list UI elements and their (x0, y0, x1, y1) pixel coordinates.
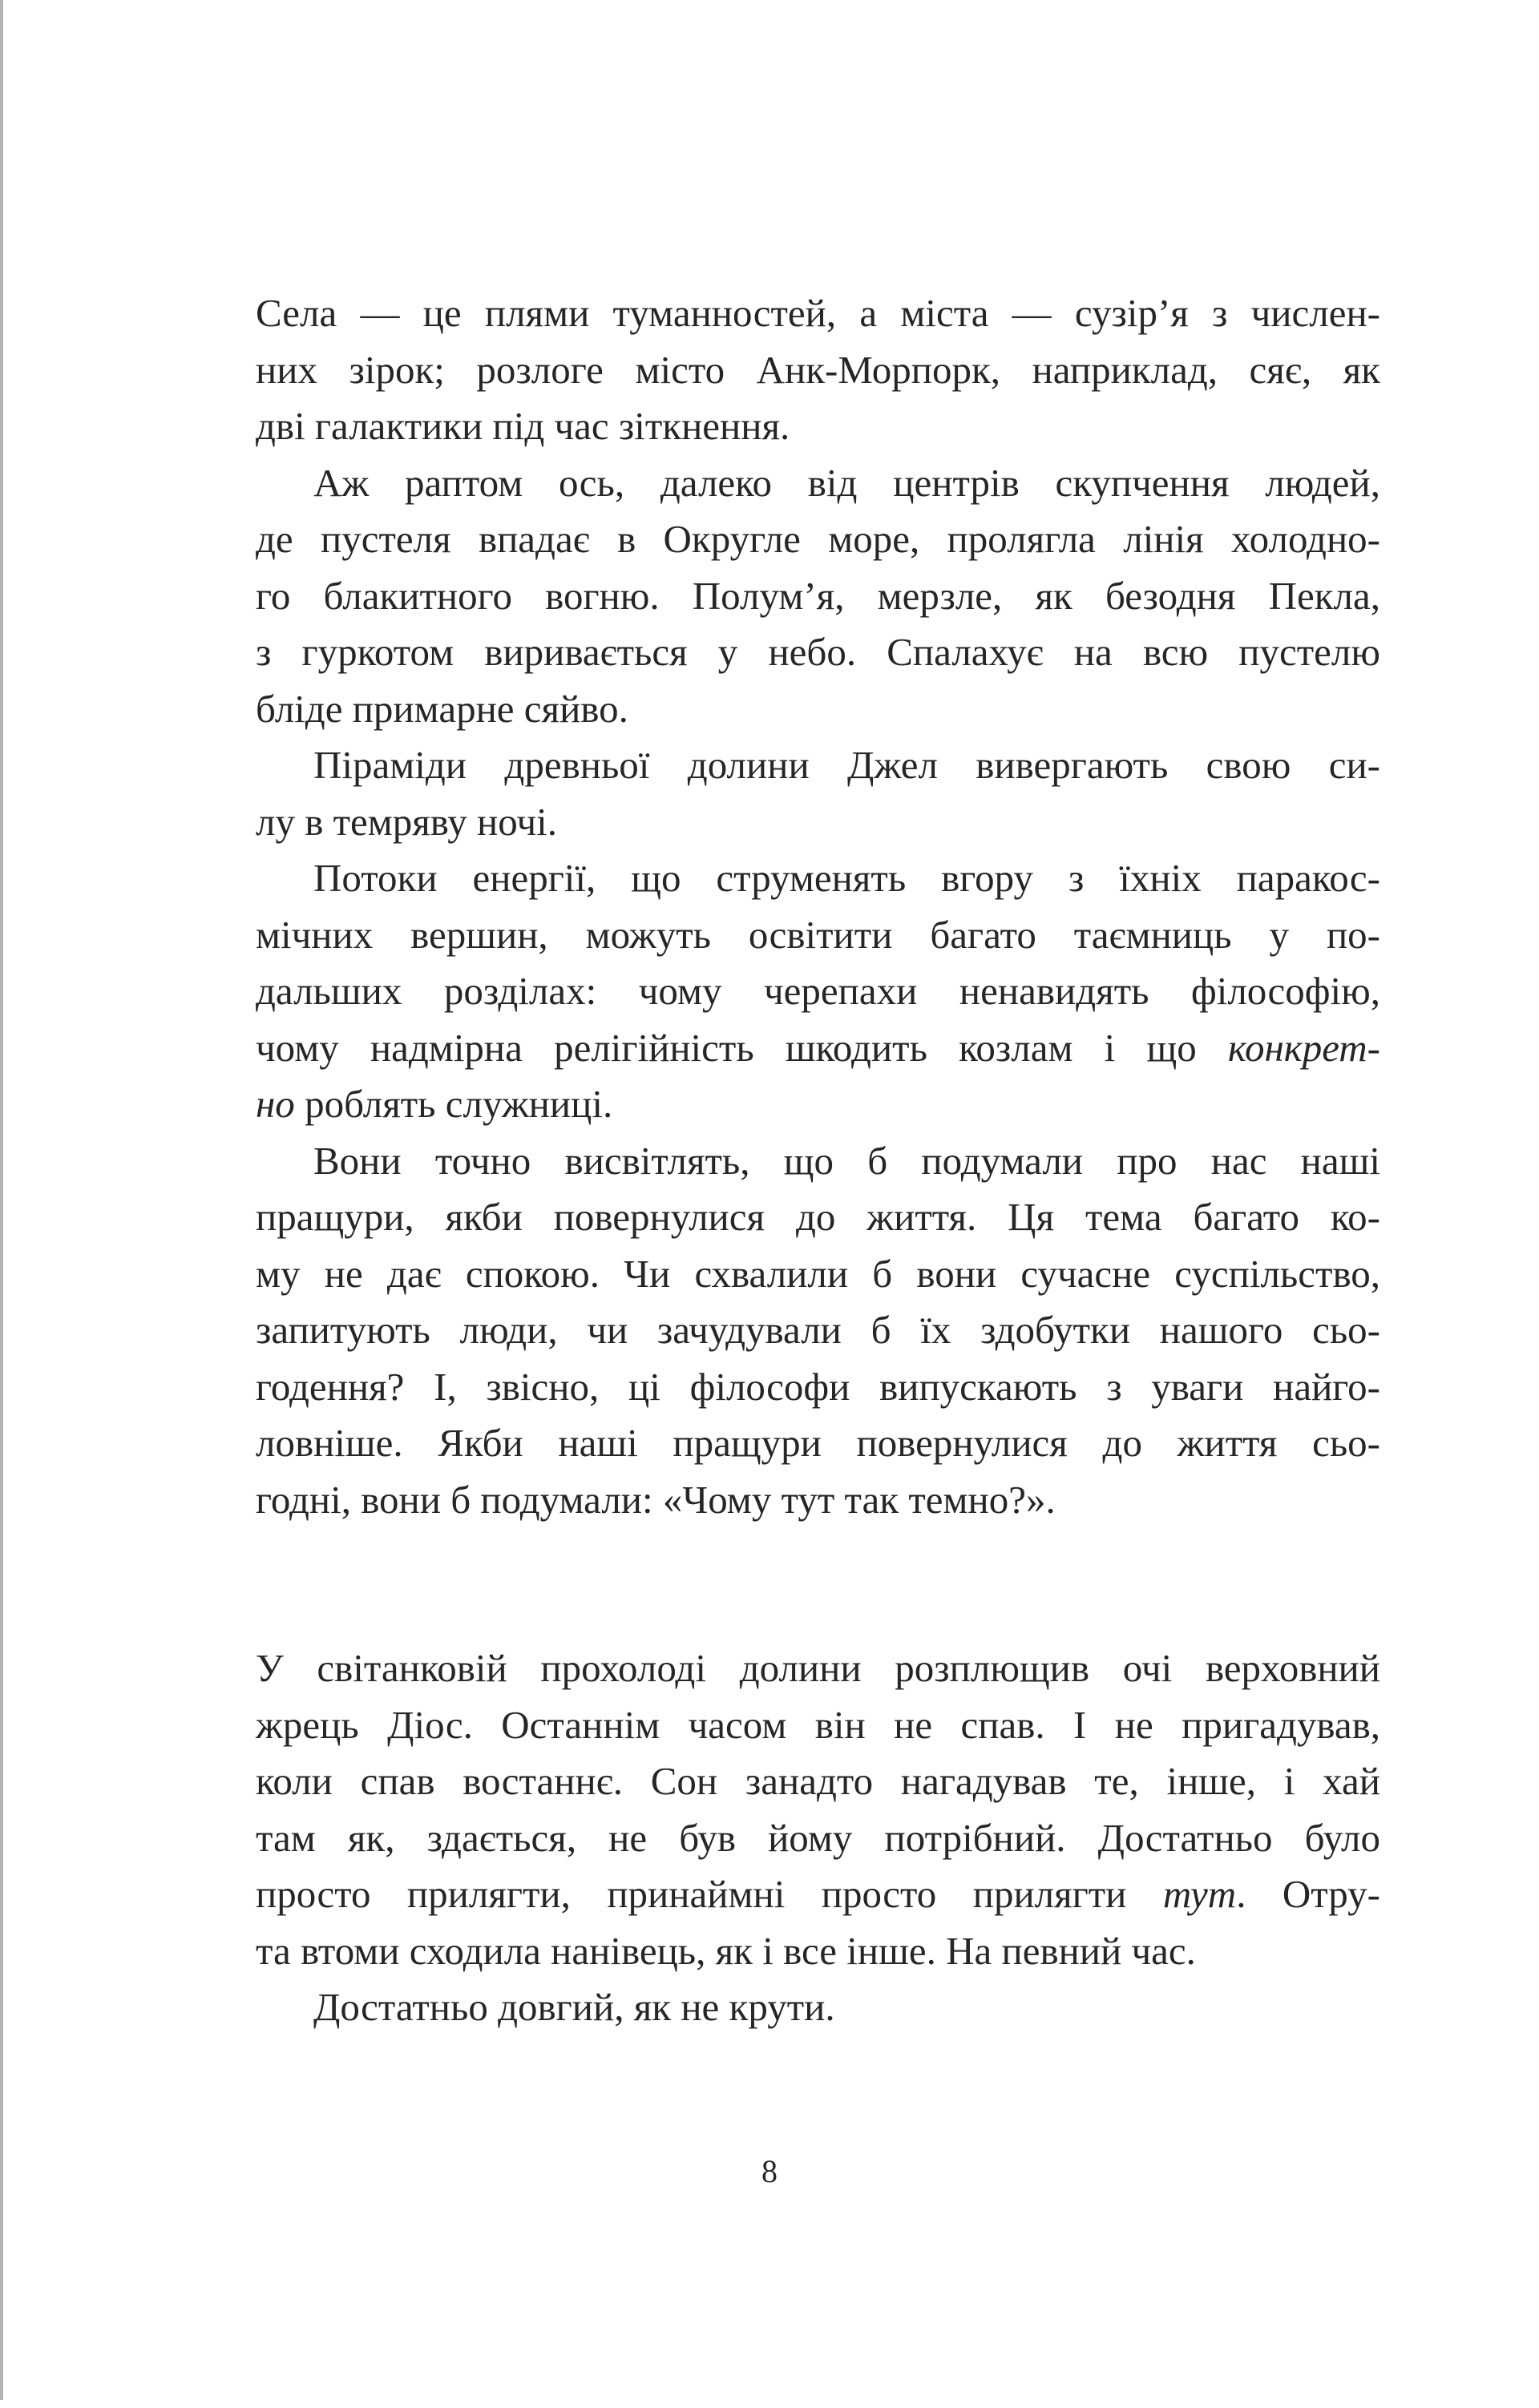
page-number: 8 (761, 2153, 778, 2189)
text-line: та втоми сходила нанівець, як і все інше. На певний час. (256, 1928, 1196, 1973)
text-line: запитують люди, чи зачудували б їх здобутки нашого сьо- (256, 1308, 1380, 1352)
text-section-2 (256, 1640, 1380, 2036)
text-run: . Отру- (1236, 1872, 1380, 1916)
text-line: годення? І, звісно, ці філософи випускають з уваги найго- (256, 1364, 1380, 1409)
text-line: пращури, якби повернулися до життя. Ця тема багато ко- (256, 1195, 1380, 1239)
text-line: годні, вони б подумали: «Чому тут так темно?». (256, 1477, 1056, 1522)
italic-text: конкрет- (1227, 1025, 1380, 1070)
text-line: коли спав востаннє. Сон занадто нагадував те, інше, і хай (256, 1759, 1380, 1803)
text-line: го блакитного вогню. Полум’я, мерзле, як безодня Пекла, (256, 573, 1380, 618)
text-line: дві галактики під час зіткнення. (256, 404, 790, 448)
text-line: бліде примарне сяйво. (256, 686, 628, 731)
italic-text: тут (1162, 1872, 1237, 1916)
text-run: роблять служниці. (294, 1082, 613, 1126)
italic-text: но (256, 1082, 295, 1126)
text-line: Потоки енергії, що струменять вгору з їхніх паракос- (313, 856, 1380, 900)
text-line: Вони точно висвітлять, що б подумали про нас наші (313, 1138, 1380, 1183)
text-line: них зірок; розлоге місто Анк-Морпорк, наприклад, сяє, як (256, 347, 1380, 392)
text-line: Села — це плями туманностей, а міста — сузір’я з числен- (256, 291, 1380, 335)
text-line: мічних вершин, можуть освітити багато таємниць у по- (256, 912, 1380, 957)
text-line: Аж раптом ось, далеко від центрів скупчення людей, (313, 460, 1380, 505)
text-line (256, 1020, 1380, 1077)
text-line: де пустеля впадає в Округле море, пролягла лінія холодно- (256, 517, 1380, 561)
text-line (256, 1866, 1380, 1923)
text-line: Достатньо довгий, як не крути. (313, 1985, 835, 2029)
page-edge (0, 0, 3, 2400)
text-line: лу в темряву ночі. (256, 799, 557, 844)
text-section-1 (256, 285, 1380, 1528)
text-line: ловніше. Якби наші пращури повернулися до життя сьо- (256, 1421, 1380, 1465)
text-run: просто прилягти, принаймні просто прилягти (256, 1872, 1163, 1916)
text-line: У світанковій прохолоді долини розплющив очі верховний (256, 1646, 1380, 1690)
text-line: му не дає спокою. Чи схвалили б вони сучасне суспільство, (256, 1251, 1380, 1296)
text-line: жрець Діос. Останнім часом він не спав. І не пригадував, (256, 1702, 1380, 1747)
text-run: чому надмірна релігійність шкодить козлам і що (256, 1025, 1228, 1070)
text-line: там як, здається, не був йому потрібний. Достатньо було (256, 1815, 1380, 1860)
text-line: Піраміди древньої долини Джел вивергають свою си- (313, 743, 1380, 787)
text-line: з гуркотом виривається у небо. Спалахує на всю пустелю (256, 630, 1380, 674)
text-line (256, 1076, 1380, 1133)
text-line: дальших розділах: чому черепахи ненавидять філософію, (256, 969, 1380, 1013)
